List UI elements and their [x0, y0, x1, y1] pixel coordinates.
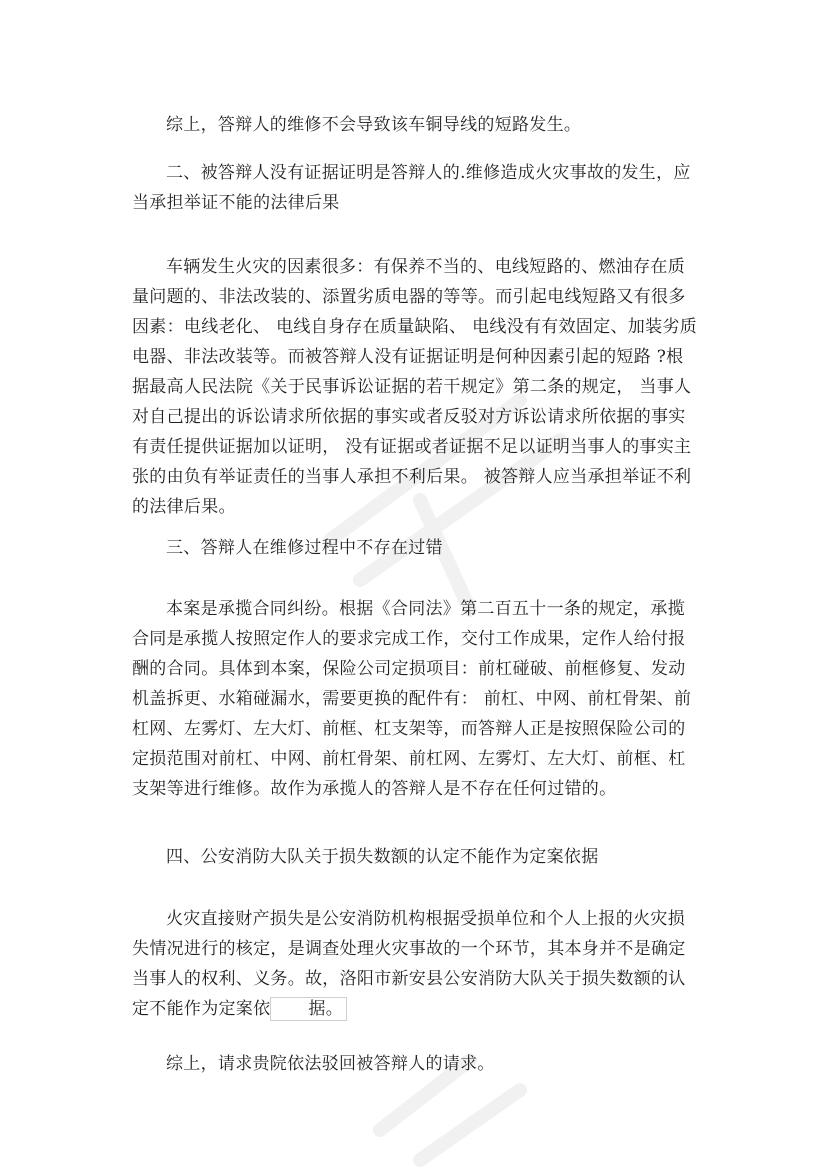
section-heading-2: 二、被答辩人没有证据证明是答辩人的.维修造成火灾事故的发生，应当承担举证不能的法律后果	[132, 163, 691, 213]
section-body-4-text: 火灾直接财产损失是公安消防机构根据受损单位和个人上报的火灾损失情况进行的核定，是调查处理火灾事故的一个环节，其本身并不是确定当事人的权利、义务。故，洛阳市新安县公安消防大队关于损失数额的认定不能作为定案依	[132, 909, 686, 1019]
section-body-2: 车辆发生火灾的因素很多：有保养不当的、电线短路的、燃油存在质量问题的、非法改装的、添置劣质电器的等等。而引起电线短路又有很多因素：电线老化、 电线自身存在质量缺陷、 电线没有有效固定、加装劣质电器、非法改装等。而被答辩人没有证据证明是何种因素引起的短路 ?根据最高人民法院《关于民事诉讼证据的若干规定》第二条的规定， 当事人对自己提出的诉讼请求所依据的事实或者反驳对方诉讼请求所依据的事实有责任提供证据加以证明， 没有证据或者证据不足以证明当事人的事实主张的由负有举证责任的当事人承担不利后果。 被答辩人应当承担举证不利的法律后果。	[132, 257, 698, 517]
section-body-4	[132, 904, 700, 1024]
section-body-3: 本案是承揽合同纠纷。根据《合同法》第二百五十一条的规定，承揽合同是承揽人按照定作人的要求完成工作，交付工作成果，定作人给付报酬的合同。具体到本案，保险公司定损项目：前杠碰破、前框修复、发动机盖拆更、水箱碰漏水，需要更换的配件有： 前杠、中网、前杠骨架、前杠网、左雾灯、左大灯、前框、杠支架等，而答辩人正是按照保险公司的定损范围对前杠、中网、前杠骨架、前杠网、左雾灯、左大灯、前框、杠支架等进行维修。故作为承揽人的答辩人是不存在任何过错的。	[132, 599, 692, 799]
section-heading-3: 三、答辩人在维修过程中不存在过错	[166, 538, 443, 558]
final-summary-paragraph: 综上，请求贵院依法驳回被答辩人的请求。	[166, 1054, 495, 1074]
selected-text-box[interactable]: 据。	[270, 997, 347, 1021]
section-heading-4: 四、公安消防大队关于损失数额的认定不能作为定案依据	[166, 847, 599, 867]
summary-paragraph-1: 综上，答辩人的维修不会导致该车铜导线的短路发生。	[166, 115, 582, 135]
